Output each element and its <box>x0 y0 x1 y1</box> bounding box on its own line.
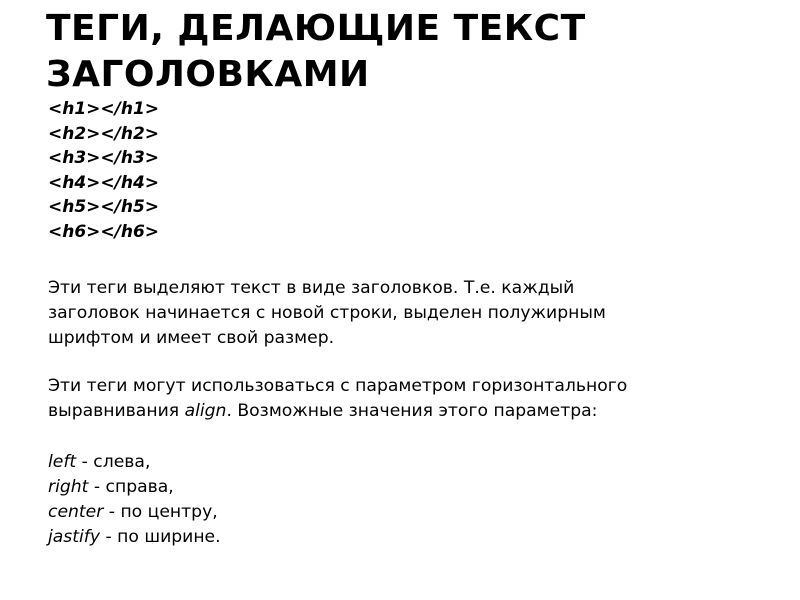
heading-tag-h6: <h6></h6> <box>48 221 160 242</box>
description-paragraph <box>48 276 606 351</box>
align-value-description: - слева, <box>76 452 151 472</box>
align-line-1: Эти теги могут использоваться с параметром горизонтального <box>48 376 628 396</box>
heading-tag-h3: <h3></h3> <box>48 148 160 169</box>
align-value-description: - по ширине. <box>100 527 221 547</box>
align-value-keyword: left <box>48 452 77 472</box>
align-value-description: - справа, <box>88 477 174 497</box>
description-line-3: шрифтом и имеет свой размер. <box>48 328 335 348</box>
align-value-item <box>48 475 221 500</box>
slide-title <box>46 6 766 98</box>
align-values-list <box>48 450 221 550</box>
heading-tag-h1: <h1></h1> <box>48 99 160 119</box>
align-keyword: align <box>184 401 227 421</box>
align-value-item <box>48 525 221 550</box>
align-line-2-before: выравнивания <box>48 401 185 421</box>
align-value-keyword: center <box>48 502 104 522</box>
slide-title-line-2: ЗАГОЛОВКАМИ <box>46 54 370 95</box>
heading-tag-h4: <h4></h4> <box>48 172 160 193</box>
align-value-item <box>48 500 221 525</box>
align-line-2 <box>48 399 627 424</box>
align-value-keyword: jastify <box>48 527 100 547</box>
description-line-2: заголовок начинается с новой строки, выделен полужирным <box>48 303 606 323</box>
description-line-1: Эти теги выделяют текст в виде заголовков. Т.е. каждый <box>48 278 575 298</box>
align-paragraph <box>48 374 627 424</box>
align-line-2-after: . Возможные значения этого параметра: <box>226 401 598 421</box>
align-value-item <box>48 450 221 475</box>
align-value-description: - по центру, <box>103 502 218 522</box>
heading-tag-h2: <h2></h2> <box>48 123 160 144</box>
align-value-keyword: right <box>48 477 89 497</box>
heading-tag-h5: <h5></h5> <box>48 197 160 218</box>
heading-tags-list <box>48 97 159 245</box>
slide-title-line-1: ТЕГИ, ДЕЛАЮЩИЕ ТЕКСТ <box>46 8 586 49</box>
